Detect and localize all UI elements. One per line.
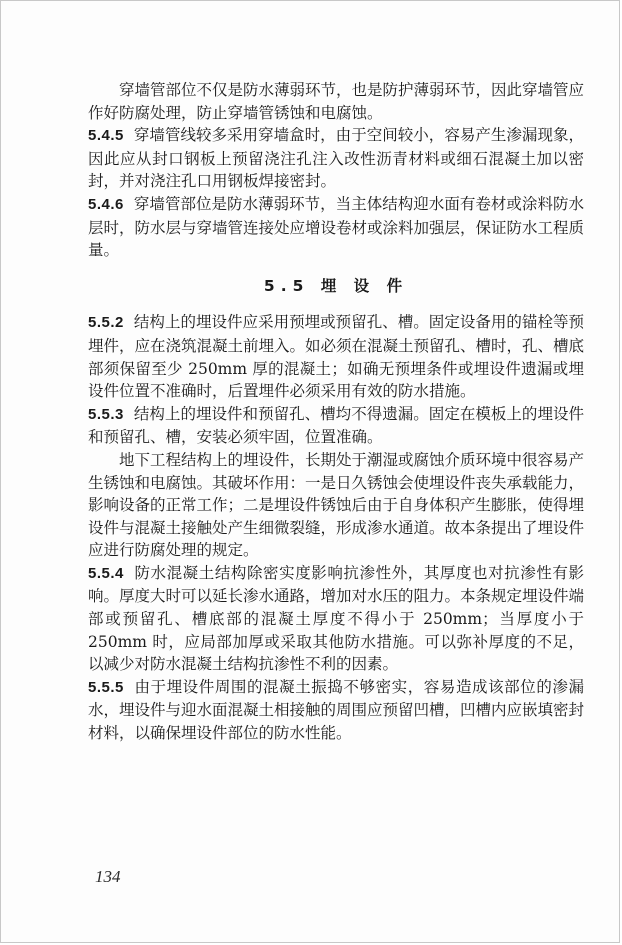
clause-text: 穿墙管部位是防水薄弱环节，当主体结构迎水面有卷材或涂料防水层时，防水层与穿墙管连接处应增设卷材或涂料加强层，保证防水工程质量。 [88,194,585,260]
clause-5-4-6 [88,193,584,262]
paragraph-text: 地下工程结构上的埋设件，长期处于潮湿或腐蚀介质环境中很容易产生锈蚀和电腐蚀。其破坏作用：一是日久锈蚀会使埋设件丧失承载能力，影响设备的正常工作；二是埋设件锈蚀后由于自身体积产生膨胀，使得埋设件与混凝土接触处产生细微裂缝，形成渗水通道。故本条提出了埋设件应进行防腐处理的规定。 [88,450,585,560]
clause-number: 5.5.2 [88,314,124,332]
clause-number: 5.5.4 [88,564,124,582]
page-content [88,79,584,745]
clause-text: 穿墙管线较多采用穿墙盒时，由于空间较小，容易产生渗漏现象，因此应从封口钢板上预留浇注孔注入改性沥青材料或细石混凝土加以密封，并对浇注孔口用钢板焊接密封。 [88,126,584,191]
clause-text: 结构上的埋设件和预留孔、槽均不得遗漏。固定在模板上的埋设件和预留孔、槽，安装必须牢固，位置准确。 [88,404,584,447]
paragraph [88,449,584,562]
paragraph-text: 穿墙管部位不仅是防水薄弱环节，也是防护薄弱环节，因此穿墙管应作好防腐处理，防止穿墙管锈蚀和电腐蚀。 [88,81,585,122]
clause-5-5-3 [88,403,584,449]
clause-number: 5.5.5 [88,678,124,696]
page-number: 134 [95,867,121,886]
clause-5-5-2 [88,311,584,402]
clause-5-5-5 [88,676,584,745]
paragraph [88,79,584,124]
clause-5-4-5 [88,124,584,193]
clause-number: 5.4.6 [88,195,124,213]
clause-5-5-4 [88,562,584,676]
clause-number: 5.4.5 [88,127,124,145]
clause-text: 由于埋设件周围的混凝土振捣不够密实，容易造成该部位的渗漏水，埋设件与迎水面混凝土相接触的周围应预留凹槽，凹槽内应嵌填密封材料，以确保埋设件部位的防水性能。 [88,677,585,743]
clause-number: 5.5.3 [88,405,124,423]
clause-text: 结构上的埋设件应采用预埋或预留孔、槽。固定设备用的锚栓等预埋件，应在浇筑混凝土前埋入。如必须在混凝土预留孔、槽时，孔、槽底部须保留至少 250mm 厚的混凝土；如确无预埋条件或埋设件遗漏或埋设件位置不准确时，后置埋件必须采用有效的防水措施。 [88,313,585,401]
clause-text: 防水混凝土结构除密实度影响抗渗性外，其厚度也对抗渗性有影响。厚度大时可以延长渗水通路，增加对水压的阻力。本条规定埋设件端部或预留孔、槽底部的混凝土厚度不得小于 250mm；当厚度小于 250mm 时，应局部加厚或采取其他防水措施。可以弥补厚度的不足，以减少对防水混凝土结构抗渗性不利的因素。 [88,563,585,674]
section-title: 5.5 埋 设 件 [263,276,409,295]
